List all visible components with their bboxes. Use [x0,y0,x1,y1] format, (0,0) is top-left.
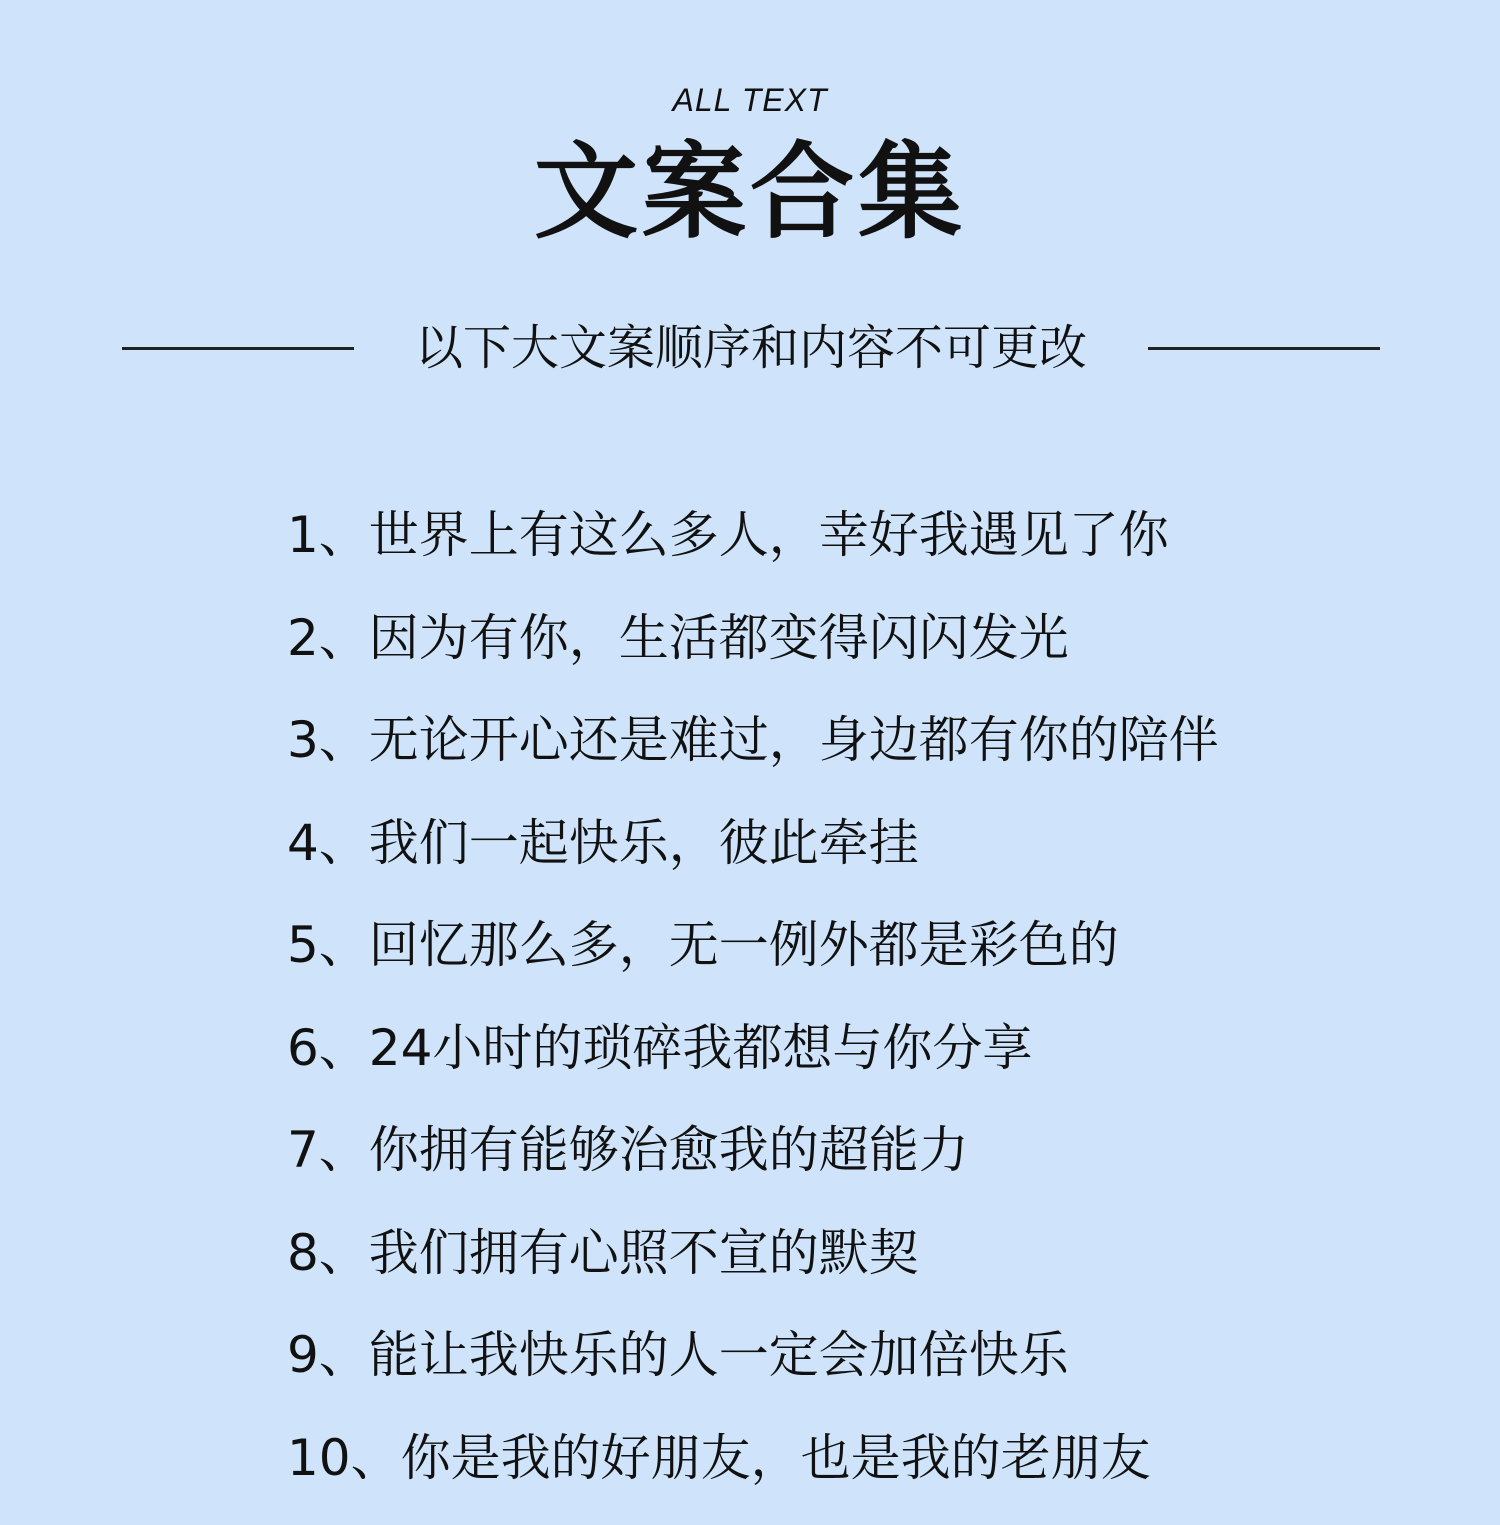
subtitle: 以下大文案顺序和内容不可更改 [415,318,1087,378]
page-title: 文案合集 [0,132,1500,252]
list-item: 9、能让我快乐的人一定会加倍快乐 [287,1320,1287,1423]
list-item: 5、回忆那么多，无一例外都是彩色的 [287,910,1287,1013]
list-item: 4、我们一起快乐，彼此牵挂 [287,808,1287,911]
list-item: 2、因为有你，生活都变得闪闪发光 [287,603,1287,706]
right-divider [1148,347,1380,350]
list-item: 3、无论开心还是难过，身边都有你的陪伴 [287,705,1287,808]
left-divider [122,347,354,350]
list-item: 8、我们拥有心照不宣的默契 [287,1218,1287,1321]
copy-list [287,500,1287,1525]
list-item: 10、你是我的好朋友，也是我的老朋友 [287,1423,1287,1525]
list-item: 7、你拥有能够治愈我的超能力 [287,1115,1287,1218]
subtitle-row [122,318,1380,378]
list-item: 6、24小时的琐碎我都想与你分享 [287,1013,1287,1116]
eyebrow-label: ALL TEXT [0,82,1500,119]
list-item: 1、世界上有这么多人，幸好我遇见了你 [287,500,1287,603]
